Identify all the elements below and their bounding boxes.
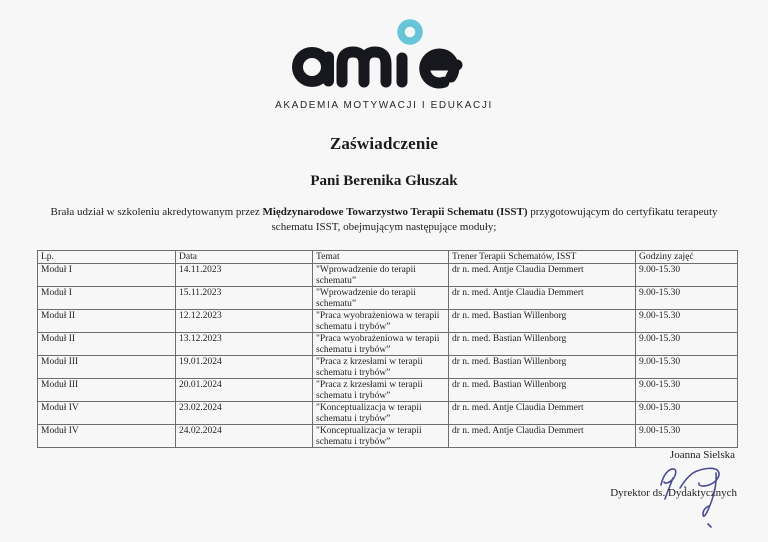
table-row — [38, 310, 738, 333]
cell-date: 13.12.2023 — [176, 333, 313, 356]
cell-date: 23.02.2024 — [176, 402, 313, 425]
intro-bold: Międzynarodowe Towarzystwo Terapii Schematu (ISST) — [262, 206, 528, 218]
cell-trainer: dr n. med. Antje Claudia Demmert — [449, 425, 636, 448]
signatory-name: Joanna Sielska — [669, 449, 735, 461]
amie-logo — [290, 16, 478, 92]
column-header-hours: Godziny zajęć — [636, 251, 738, 264]
cell-topic: "Wprowadzenie do terapii schematu” — [313, 287, 449, 310]
intro-paragraph — [34, 205, 734, 234]
cell-hours: 9.00-15.30 — [636, 402, 738, 425]
cell-topic: "Praca wyobrażeniowa w terapii schematu i trybów” — [313, 333, 449, 356]
cell-topic: "Praca z krzesłami w terapii schematu i trybów” — [313, 379, 449, 402]
cell-lp: Moduł I — [38, 264, 176, 287]
column-header-topic: Temat — [313, 251, 449, 264]
table-header-row — [38, 251, 738, 264]
table-row — [38, 333, 738, 356]
table-row — [38, 356, 738, 379]
cell-date: 12.12.2023 — [176, 310, 313, 333]
cell-hours: 9.00-15.30 — [636, 310, 738, 333]
signatory-role: Dyrektor ds. Dydaktycznych — [610, 487, 737, 499]
table-row — [38, 264, 738, 287]
cell-hours: 9.00-15.30 — [636, 356, 738, 379]
cell-topic: "Konceptualizacja w terapii schematu i trybów” — [313, 425, 449, 448]
certificate-title: Zaświadczenie — [329, 134, 439, 153]
cell-hours: 9.00-15.30 — [636, 264, 738, 287]
cell-topic: "Praca z krzesłami w terapii schematu i trybów” — [313, 356, 449, 379]
logo-dot-icon — [401, 23, 419, 41]
cell-lp: Moduł IV — [38, 402, 176, 425]
recipient-name: Pani Berenika Głuszak — [310, 173, 458, 189]
cell-topic: "Praca wyobrażeniowa w terapii schematu i trybów” — [313, 310, 449, 333]
cell-date: 20.01.2024 — [176, 379, 313, 402]
amie-logo-graphic — [290, 16, 478, 92]
cell-lp: Moduł I — [38, 287, 176, 310]
column-header-trainer: Trener Terapii Schematów, ISST — [449, 251, 636, 264]
column-header-date: Data — [176, 251, 313, 264]
cell-hours: 9.00-15.30 — [636, 425, 738, 448]
cell-hours: 9.00-15.30 — [636, 333, 738, 356]
table-row — [38, 402, 738, 425]
cell-hours: 9.00-15.30 — [636, 287, 738, 310]
cell-date: 14.11.2023 — [176, 264, 313, 287]
cell-trainer: dr n. med. Antje Claudia Demmert — [449, 287, 636, 310]
cell-lp: Moduł II — [38, 310, 176, 333]
cell-trainer: dr n. med. Antje Claudia Demmert — [449, 402, 636, 425]
cell-topic: "Konceptualizacja w terapii schematu i trybów” — [313, 402, 449, 425]
academy-caption: AKADEMIA MOTYWACJI I EDUKACJI — [275, 100, 493, 111]
cell-topic: "Wprowadzenie do terapii schematu” — [313, 264, 449, 287]
cell-lp: Moduł III — [38, 379, 176, 402]
cell-trainer: dr n. med. Antje Claudia Demmert — [449, 264, 636, 287]
cell-trainer: dr n. med. Bastian Willenborg — [449, 310, 636, 333]
cell-trainer: dr n. med. Bastian Willenborg — [449, 333, 636, 356]
table-row — [38, 379, 738, 402]
column-header-lp: Lp. — [38, 251, 176, 264]
cell-date: 15.11.2023 — [176, 287, 313, 310]
cell-date: 19.01.2024 — [176, 356, 313, 379]
cell-hours: 9.00-15.30 — [636, 379, 738, 402]
cell-lp: Moduł II — [38, 333, 176, 356]
cell-trainer: dr n. med. Bastian Willenborg — [449, 356, 636, 379]
intro-pre: Brała udział w szkoleniu akredytowanym przez — [50, 206, 263, 218]
modules-table — [37, 250, 738, 448]
table-row — [38, 425, 738, 448]
table-row — [38, 287, 738, 310]
cell-date: 24.02.2024 — [176, 425, 313, 448]
cell-lp: Moduł IV — [38, 425, 176, 448]
cell-trainer: dr n. med. Bastian Willenborg — [449, 379, 636, 402]
cell-lp: Moduł III — [38, 356, 176, 379]
intro-post: przygotowującym do certyfikatu terapeuty schematu ISST, obejmującym następujące moduły; — [271, 206, 718, 233]
